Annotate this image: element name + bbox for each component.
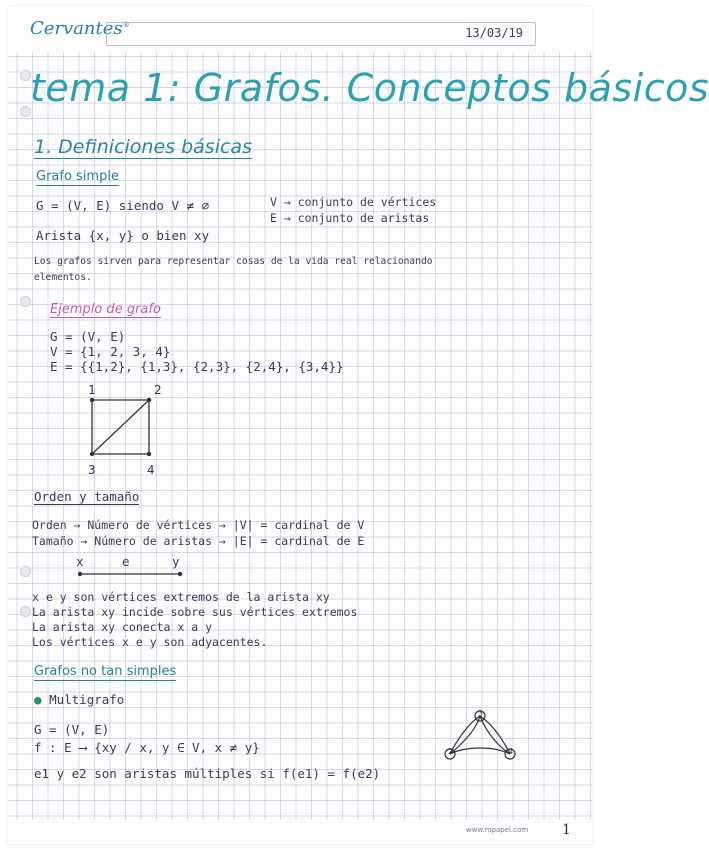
graph-node-4: [147, 452, 151, 456]
multigraph-label-3: 3: [478, 709, 483, 718]
edge-diagram: [72, 564, 212, 584]
multigraph-line-3: e1 y e2 son aristas múltiples si f(e1) = f(e2): [34, 766, 381, 781]
edge-fact-3: La arista xy conecta x a y: [32, 620, 213, 634]
edge-diagram-node-x: [78, 572, 82, 576]
vertex-set-description: V → conjunto de vértices: [270, 195, 437, 209]
notebook-page: [8, 6, 709, 844]
brand-logo: Cervantes®: [30, 18, 130, 39]
edge-set-description: E → conjunto de aristas: [270, 211, 430, 225]
graph-node-label-1: 1: [88, 382, 96, 397]
edge-fact-1: x e y son vértices extremos de la arista xy: [32, 590, 330, 604]
example-heading: Ejemplo de grafo: [50, 302, 161, 317]
edge-fact-4: Los vértices x e y son adyacentes.: [32, 635, 268, 649]
edge-label-x: x: [76, 554, 84, 569]
date-text: 13/03/19: [465, 26, 523, 40]
usage-text-line1: Los grafos sirven para representar cosas de la vida real relacionando: [34, 256, 433, 267]
page-title: tema 1: Grafos. Conceptos básicos: [30, 66, 709, 110]
edge-label-y: y: [172, 554, 180, 569]
binder-hole: [20, 566, 31, 577]
binder-hole: [20, 296, 31, 307]
graph-node-label-3: 3: [88, 462, 96, 477]
example-line-2: V = {1, 2, 3, 4}: [50, 344, 171, 359]
example-graph: [78, 378, 198, 488]
multigraph-line-1: G = (V, E): [34, 722, 110, 737]
graph-node-2: [147, 398, 151, 402]
graph-node-1: [90, 398, 94, 402]
example-line-1: G = (V, E): [50, 329, 126, 344]
graph-node-label-2: 2: [154, 382, 162, 397]
graph-node-3: [90, 452, 94, 456]
simple-graph-heading: Grafo simple: [36, 169, 119, 184]
graph-edge-2-3: [92, 400, 149, 454]
order-definition: Orden → Número de vértices → |V| = cardinal de V: [32, 518, 365, 532]
graph-definition: G = (V, E) siendo V ≠ ∅: [36, 198, 210, 213]
example-line-3: E = {{1,2}, {1,3}, {2,3}, {2,4}, {3,4}}: [50, 359, 344, 374]
page-number: 1: [562, 822, 571, 838]
binder-hole: [20, 606, 31, 617]
usage-text-line2: elementos.: [34, 272, 92, 283]
size-definition: Tamaño → Número de aristas → |E| = cardinal de E: [32, 534, 365, 548]
bullet-icon: ●: [34, 692, 42, 707]
edge-label-e: e: [122, 554, 130, 569]
edge-diagram-node-y: [178, 572, 182, 576]
footer-url: www.mpapel.com: [466, 826, 529, 834]
multigraph-bullet: ● Multigrafo: [34, 692, 125, 707]
multigraph-line-2: f : E ⟶ {xy / x, y ∈ V, x ≠ y}: [34, 740, 260, 755]
section-heading: 1. Definiciones básicas: [34, 136, 252, 158]
not-simple-heading: Grafos no tan simples: [34, 664, 177, 679]
page-footer: [8, 820, 592, 844]
multigraph-label-4: 4: [508, 747, 513, 756]
page-header: [8, 6, 592, 52]
edge-fact-2: La arista xy incide sobre sus vértices extremos: [32, 605, 358, 619]
order-size-heading: Orden y tamaño: [34, 489, 140, 504]
edge-definition: Arista {x, y} o bien xy: [36, 228, 210, 243]
graph-node-label-4: 4: [147, 462, 155, 477]
date-field: [106, 22, 536, 46]
multigraph-label-2: 2: [448, 747, 453, 756]
